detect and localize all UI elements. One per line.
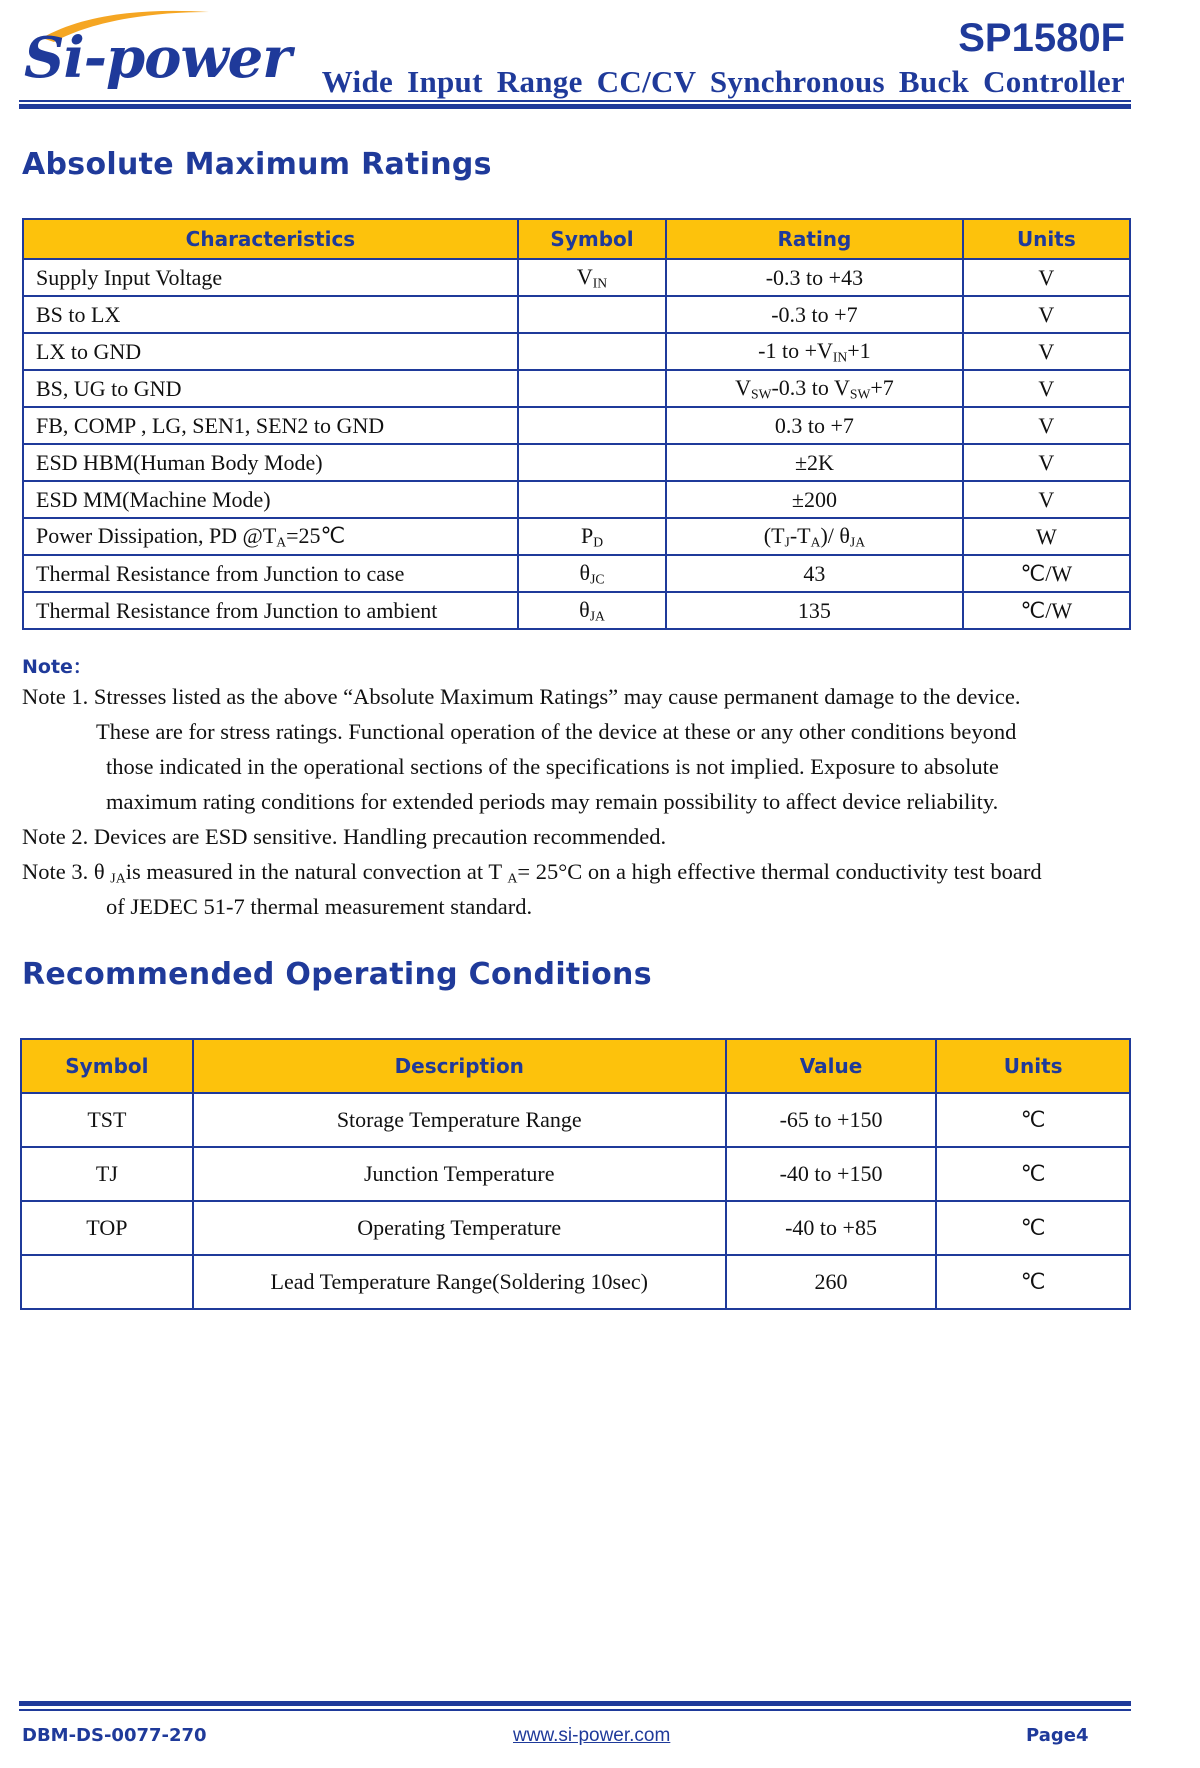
table-row	[21, 1201, 1130, 1255]
cell-symbol	[518, 370, 666, 407]
cell-characteristic: ESD MM(Machine Mode)	[23, 481, 518, 518]
cell-units: V	[963, 407, 1130, 444]
table-row	[23, 259, 1130, 296]
cell-units: V	[963, 259, 1130, 296]
header-units: Units	[936, 1039, 1130, 1093]
cell-value: 260	[726, 1255, 937, 1309]
table-row	[23, 592, 1130, 629]
header-description: Description	[193, 1039, 726, 1093]
cell-units: V	[963, 481, 1130, 518]
abs-max-title: Absolute Maximum Ratings	[22, 147, 492, 182]
note-3-line-1: Note 3. θ $_{JA}$is measured in the natural convection at T $_A$= 25°C on a high effective thermal conductivity test board	[22, 859, 1042, 887]
note-label: Note：	[22, 656, 92, 678]
cell-units: ℃	[936, 1093, 1130, 1147]
header-symbol: Symbol	[21, 1039, 193, 1093]
note-3-line-2: of JEDEC 51-7 thermal measurement standard.	[106, 894, 533, 919]
cell-value: -40 to +85	[726, 1201, 937, 1255]
table-row	[21, 1093, 1130, 1147]
table-row	[21, 1255, 1130, 1309]
table-row	[23, 518, 1130, 555]
part-number: SP1580F	[958, 16, 1125, 60]
cell-characteristic: Thermal Resistance from Junction to case	[23, 555, 518, 592]
cell-characteristic: BS to LX	[23, 296, 518, 333]
table-row	[21, 1147, 1130, 1201]
cell-symbol	[518, 481, 666, 518]
cell-rating: $(T_J-T_A)/$ $\theta_{JA}$	[666, 518, 963, 555]
header-rating: Rating	[666, 219, 963, 259]
table-row	[23, 370, 1130, 407]
note-2: Note 2. Devices are ESD sensitive. Handling precaution recommended.	[22, 824, 667, 849]
cell-units: ℃	[936, 1201, 1130, 1255]
cell-description: Lead Temperature Range(Soldering 10sec)	[193, 1255, 726, 1309]
abs-max-table	[22, 218, 1131, 630]
header-rule-thick	[19, 104, 1131, 109]
cell-symbol: $P_D$	[518, 518, 666, 555]
page-number: Page4	[1026, 1725, 1089, 1746]
note-1-line-4: maximum rating conditions for extended periods may remain possibility to affect device reliability.	[106, 789, 999, 814]
cell-rating: 0.3 to +7	[666, 407, 963, 444]
cell-rating: 135	[666, 592, 963, 629]
cell-units: ℃/W	[963, 555, 1130, 592]
header-value: Value	[726, 1039, 937, 1093]
cell-symbol: TST	[21, 1093, 193, 1147]
cell-characteristic: ESD HBM(Human Body Mode)	[23, 444, 518, 481]
cell-value: -40 to +150	[726, 1147, 937, 1201]
cell-value: -65 to +150	[726, 1093, 937, 1147]
note-1-line-1: Note 1. Stresses listed as the above “Absolute Maximum Ratings” may cause permanent damage to the device.	[22, 684, 1021, 709]
table-row	[23, 444, 1130, 481]
document-id: DBM-DS-0077-270	[22, 1725, 207, 1746]
cell-symbol	[518, 407, 666, 444]
cell-characteristic: FB, COMP , LG, SEN1, SEN2 to GND	[23, 407, 518, 444]
table-row	[23, 296, 1130, 333]
note-1-line-2: These are for stress ratings. Functional operation of the device at these or any other conditions beyond	[96, 719, 1017, 744]
cell-units: V	[963, 370, 1130, 407]
cell-rating: -0.3 to +43	[666, 259, 963, 296]
cell-symbol: $V_{IN}$	[518, 259, 666, 296]
cell-description: Junction Temperature	[193, 1147, 726, 1201]
cell-rating: ±2K	[666, 444, 963, 481]
cell-symbol: TOP	[21, 1201, 193, 1255]
si-power-logo	[24, 8, 294, 98]
cell-units: ℃/W	[963, 592, 1130, 629]
document-subtitle: Wide Input Range CC/CV Synchronous Buck Controller	[321, 64, 1125, 99]
table-row	[23, 555, 1130, 592]
cell-description: Storage Temperature Range	[193, 1093, 726, 1147]
cell-symbol	[518, 296, 666, 333]
cell-symbol: $\theta_{JC}$	[518, 555, 666, 592]
cell-symbol	[518, 444, 666, 481]
cell-rating: ±200	[666, 481, 963, 518]
cell-rating: $V_{SW}-0.3$ to $V_{SW}+7$	[666, 370, 963, 407]
cell-characteristic: Thermal Resistance from Junction to ambient	[23, 592, 518, 629]
cell-description: Operating Temperature	[193, 1201, 726, 1255]
cell-units: V	[963, 296, 1130, 333]
cell-rating: -1 to $+V_{IN}+1$	[666, 333, 963, 370]
rec-op-table	[20, 1038, 1131, 1310]
footer-rule-thin	[19, 1709, 1131, 1711]
cell-characteristic: Power Dissipation, PD $@T_A=25℃$	[23, 518, 518, 555]
cell-symbol: TJ	[21, 1147, 193, 1201]
table-header-row	[21, 1039, 1130, 1093]
cell-characteristic: BS, UG to GND	[23, 370, 518, 407]
table-header-row	[23, 219, 1130, 259]
logo-wordmark: Si-power	[24, 25, 291, 91]
cell-characteristic: Supply Input Voltage	[23, 259, 518, 296]
cell-units: V	[963, 333, 1130, 370]
cell-rating: 43	[666, 555, 963, 592]
header-characteristics: Characteristics	[23, 219, 518, 259]
header-symbol: Symbol	[518, 219, 666, 259]
cell-units: V	[963, 444, 1130, 481]
cell-symbol	[21, 1255, 193, 1309]
cell-symbol: $\theta_{JA}$	[518, 592, 666, 629]
table-row	[23, 407, 1130, 444]
note-1-line-3: those indicated in the operational sections of the specifications is not implied. Exposure to absolute	[106, 754, 999, 779]
table-row	[23, 481, 1130, 518]
cell-units: ℃	[936, 1255, 1130, 1309]
rec-op-title: Recommended Operating Conditions	[22, 957, 652, 992]
cell-units: ℃	[936, 1147, 1130, 1201]
cell-symbol	[518, 333, 666, 370]
cell-units: W	[963, 518, 1130, 555]
cell-characteristic: LX to GND	[23, 333, 518, 370]
header-rule-thin	[19, 100, 1131, 102]
header-units: Units	[963, 219, 1130, 259]
website-link[interactable]: www.si-power.com	[513, 1725, 671, 1746]
cell-rating: -0.3 to +7	[666, 296, 963, 333]
table-row	[23, 333, 1130, 370]
footer-rule-thick	[19, 1701, 1131, 1706]
